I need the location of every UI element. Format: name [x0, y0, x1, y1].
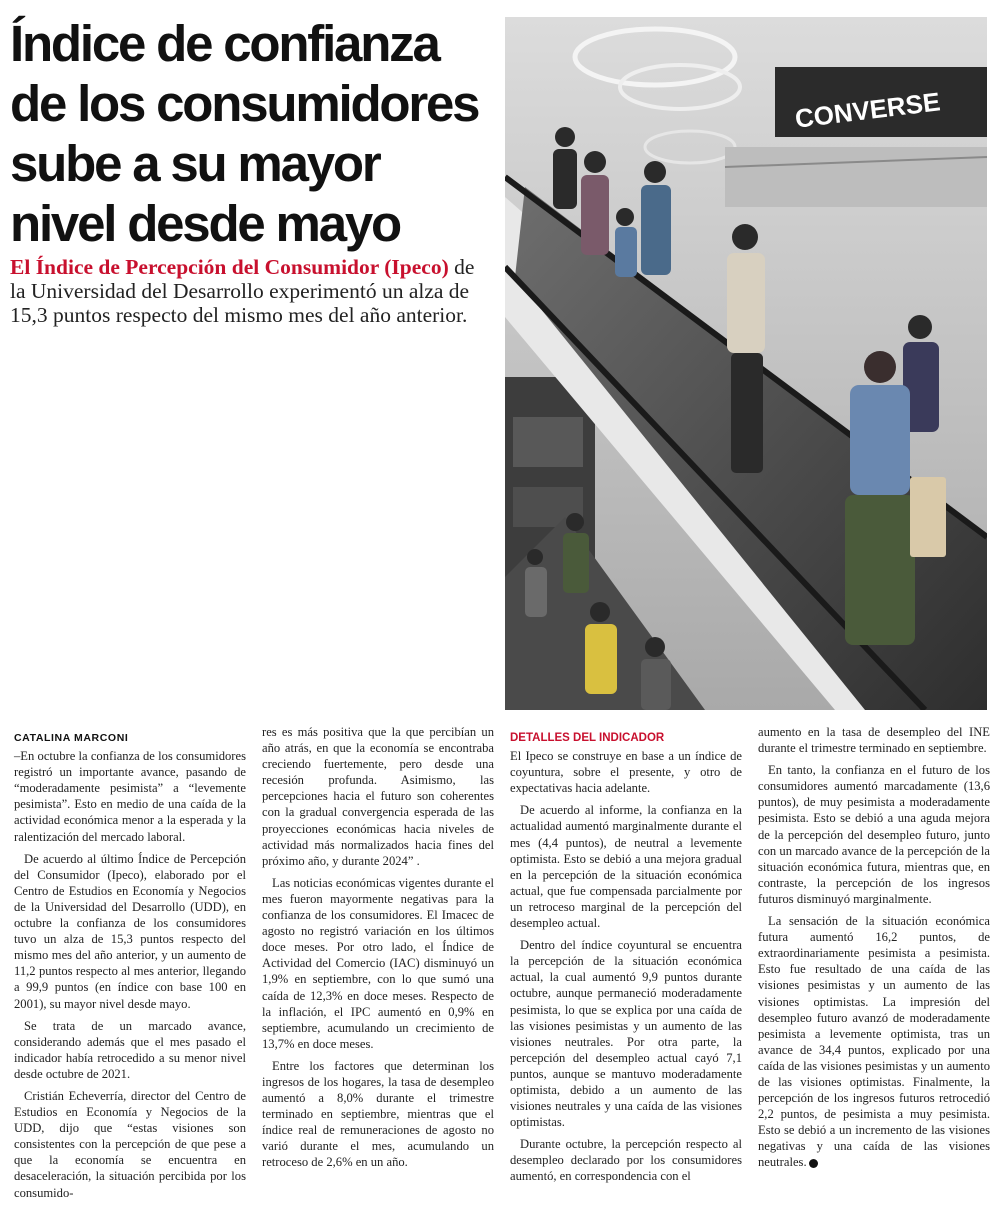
- body-paragraph: –En octubre la confianza de los consumidores registró un importante avance, pasando de “moderadamente pesimista” a “levemente pesimista”. Esto en medio de una caída de la actividad económica menor a la esperada y la ralentización del mercado laboral.: [14, 749, 246, 844]
- body-paragraph: Se trata de un marcado avance, considerando además que el mes pasado el indicador había retrocedido a su menor nivel desde octubre de 2021.: [14, 1018, 246, 1081]
- article-column-2: [262, 724, 494, 1177]
- body-paragraph: Cristián Echeverría, director del Centro de Estudios en Economía y Negocios de la UDD, dijo que “estas visiones son consistentes con la percepción de que pese a que la economía se encuentra en desaceleración, la situación percibida por los consumido-: [14, 1088, 246, 1200]
- body-paragraph: Entre los factores que determinan los ingresos de los hogares, la tasa de desempleo aumentó a 8,0% durante el trimestre terminado en septiembre, mientras que el índice real de remuneraciones de agosto no varió durante el mes, acumulando un retroceso de 2,6% en un año.: [262, 1058, 494, 1170]
- body-paragraph: Durante octubre, la percepción respecto al desempleo declarado por los consumidores aumentó, en correspondencia con el: [510, 1137, 742, 1184]
- body-paragraph: De acuerdo al último Índice de Percepción del Consumidor (Ipeco), elaborado por el Centro de Estudios en Economía y Negocios de la Universidad del Desarrollo (UDD), en octubre la confianza de los consumidores tuvo un alza de 15,3 puntos respecto del mismo mes del año anterior, y un aumento de 11,2 puntos respecto al mes anterior, llegando a 99,9 puntos (en índice con base 100 en 2001), su mayor nivel desde mayo.: [14, 851, 246, 1011]
- headline: Índice de confianza de los consumidores sube a su mayor nivel desde mayo: [10, 15, 479, 252]
- body-paragraph: Las noticias económicas vigentes durante el mes fueron mayormente negativas para la confianza de los consumidores. El Imacec de agosto no registró variación en los últimos doce meses. Por otro lado, el Índice de Actividad del Comercio (IAC) disminuyó un 1,9% en septiembre, con lo que sumó una caída de 12,3% en doce meses. Respecto de la inflación, el IPC aumentó en 0,9% en septiembre, acumulando un crecimiento de 13,7% en doce meses.: [262, 875, 494, 1051]
- store-sign: CONVERSE: [793, 86, 942, 134]
- body-paragraph: En tanto, la confianza en el futuro de los consumidores aumentó marcadamente (13,6 puntos), de muy pesimista a moderadamente pesimista. Esto se debió a una aguda mejora de la percepción del desempleo futuro, junto con un marcado avance de la percepción de la situación económica futura, mientras que, en contraste, la percepción de los ingresos futuros disminuyó marginalmente.: [758, 763, 990, 906]
- lead-text: de la Universidad del Desarrollo experimentó un alza de 15,3 puntos respecto del mismo mes del año anterior.: [10, 255, 475, 327]
- article-column-3: [510, 730, 742, 1191]
- body-paragraph: El Ipeco se construye en base a un índice de coyuntura, sobre el presente, y otro de expectativas hacia adelante.: [510, 749, 742, 796]
- body-paragraph: [758, 913, 990, 1171]
- body-paragraph: De acuerdo al informe, la confianza en la actualidad aumentó marginalmente durante el mes (4,4 puntos), de neutral a levemente optimista. Esto se debió a una mejora gradual en la percepción de la situación económica actual, que fue compensada parcialmente por un retroceso marginal de la percepción del desempleo actual.: [510, 803, 742, 931]
- body-paragraph: Dentro del índice coyuntural se encuentra la percepción de la situación económica actual, la cual aumentó 9,9 puntos durante octubre, aunque permaneció moderadamente pesimista, lo que se explica por una caída de las visiones pesimistas y un aumento de las visiones neutrales. Por otra parte, la percepción del desempleo actual cayó 7,1 puntos, aunque se mantuvo moderadamente optimista, debido a un aumento de las visiones neutrales y una caída de las visiones optimistas.: [510, 938, 742, 1130]
- end-mark-icon: P: [809, 1159, 818, 1168]
- article-column-1: [14, 730, 246, 1207]
- body-paragraph: aumento en la tasa de desempleo del INE durante el trimestre terminado en septiembre.: [758, 725, 990, 756]
- lead-paragraph: [10, 255, 495, 327]
- mall-escalator-photo: [505, 17, 987, 710]
- lead-kicker: El Índice de Percepción del Consumidor (Ipeco): [10, 255, 449, 279]
- body-paragraph-text: La sensación de la situación económica futura aumentó 16,2 puntos, de extraordinariamente pesimista a pesimista. Esto fue resultado de una caída de las visiones pesimistas y un aumento de las visiones optimistas. La impresión del desempleo futuro avanzó de moderadamente pesimista a levemente optimista, tras un avance de 34,4 puntos, explicado por una caída de las visiones pesimistas y un aumento de las visiones optimistas. Finalmente, la percepción de los ingresos futuros retrocedió 2,2 puntos, de pesimista a muy pesimista. Esto se debió a un incremento de las visiones negativas y una caída de las visiones neutrales.: [758, 914, 990, 1170]
- article-column-4: [758, 724, 990, 1177]
- byline: CATALINA MARCONI: [14, 732, 129, 744]
- section-label: DETALLES DEL INDICADOR: [510, 732, 665, 744]
- body-paragraph: res es más positiva que la que percibían un año atrás, en que la economía se encontraba creciendo fuertemente, pero desde una recesión profunda. Asimismo, las percepciones hacia el futuro son coherentes con la gradual convergencia esperada de las proyecciones económicas hacia niveles de actividad más normalizados hacia fines del próximo año, y durante 2024” .: [262, 725, 494, 868]
